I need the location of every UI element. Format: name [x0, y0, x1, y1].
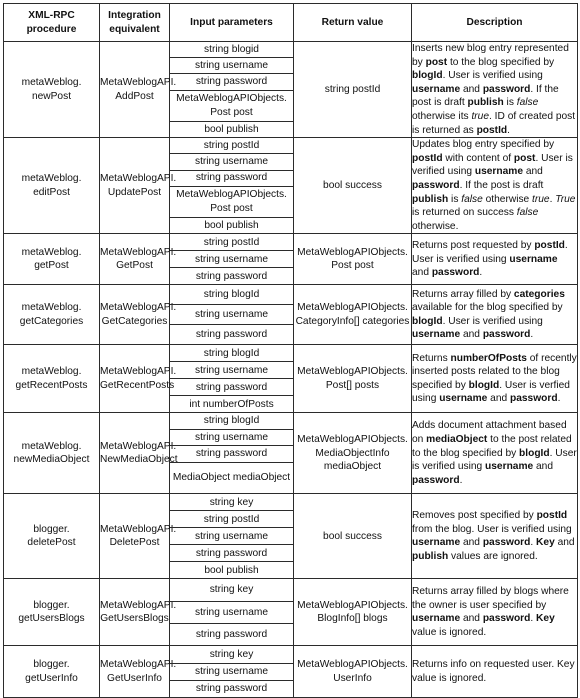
integration-line: GetPost: [116, 260, 153, 272]
param-list: [170, 42, 293, 137]
description-text: . User is verfied using: [412, 379, 570, 405]
param-item: string username: [170, 663, 293, 680]
description-bold: blogId: [519, 447, 550, 459]
param-item: string password: [170, 170, 293, 186]
description-text: . User is verified using: [442, 70, 543, 82]
return-cell: [294, 494, 412, 579]
return-line: MetaWeblogAPIObjects.: [297, 246, 408, 258]
table-row: [4, 138, 578, 234]
description-bold: password: [482, 329, 531, 341]
param-item: MetaWeblogAPIObjects. Post post: [170, 90, 293, 121]
description-bold: postId: [536, 510, 568, 522]
integration-cell: [100, 285, 177, 345]
return-cell: [294, 42, 412, 138]
description-text: and: [487, 393, 510, 405]
description-text: from the blog. User is verified using: [412, 523, 572, 535]
procedure-line: getUserInfo: [25, 672, 78, 684]
return-line: MetaWeblogAPIObjects.: [297, 599, 408, 611]
description-text: Returns array filled by: [412, 288, 514, 300]
description-cell: [412, 42, 578, 138]
param-item: int numberOfPosts: [170, 395, 293, 412]
description-bold: post: [425, 56, 448, 68]
params-cell: [170, 285, 294, 345]
procedure-cell: [4, 494, 100, 579]
integration-line: MetaWeblogAPI.: [100, 440, 177, 452]
procedure-cell: [4, 138, 100, 234]
return-line: mediaObject: [323, 461, 382, 473]
param-item: bool publish: [170, 217, 293, 233]
param-item: bool publish: [170, 121, 293, 137]
description-text: to the post related to the blog specified by: [412, 433, 572, 459]
return-cell: [294, 234, 412, 285]
params-cell: [170, 494, 294, 579]
header-return: Return value: [294, 4, 412, 42]
description-bold: mediaObject: [426, 433, 488, 445]
description-bold: postId: [476, 124, 508, 136]
description-text: values are ignored.: [448, 550, 538, 562]
return-line: UserInfo: [333, 672, 372, 684]
param-list: [170, 285, 293, 344]
description-bold: password: [412, 179, 460, 191]
return-line: MetaWeblogAPIObjects.: [297, 433, 408, 445]
integration-line: MetaWeblogAPI.: [100, 302, 177, 314]
table-row: [4, 413, 578, 494]
description-text: otherwise.: [412, 220, 459, 232]
param-item: string key: [209, 648, 254, 660]
procedure-cell: [4, 646, 100, 698]
integration-cell: [100, 413, 178, 494]
integration-line: NewMediaObject: [100, 454, 178, 466]
params-cell: [170, 646, 294, 698]
description-bold: username: [485, 461, 534, 473]
description-text: .: [507, 124, 510, 136]
description-text: and: [533, 461, 554, 473]
description-italic: true: [471, 110, 490, 122]
description-italic: false: [516, 97, 539, 109]
description-text: and: [460, 613, 483, 625]
param-list: [170, 579, 293, 645]
description-bold: password: [482, 537, 531, 549]
params-cell: [170, 579, 294, 646]
description-text: is: [503, 97, 517, 109]
integration-line: MetaWeblogAPI.: [100, 76, 177, 88]
integration-cell: [100, 234, 177, 285]
description-text: Updates blog entry specified by: [412, 139, 555, 151]
description-text: . User is verified using: [412, 447, 577, 473]
procedure-cell: [4, 285, 100, 345]
description-bold: password: [431, 267, 480, 279]
return-line: BlogInfo[] blogs: [317, 613, 388, 625]
param-item: bool publish: [170, 561, 293, 578]
integration-line: MetaWeblogAPI.: [100, 173, 177, 185]
description-bold: postId: [534, 239, 565, 251]
param-item: string username: [170, 57, 293, 73]
description-bold: username: [412, 329, 461, 341]
description-cell: [412, 579, 578, 646]
description-text: . If the post is draft: [412, 83, 559, 109]
description-bold: username: [439, 393, 488, 405]
description-text: Removes post specified by: [412, 510, 537, 522]
integration-line: GetCategories: [101, 315, 168, 327]
procedure-cell: [4, 42, 100, 138]
description-bold: username: [474, 166, 523, 178]
description-bold: Key: [536, 537, 555, 549]
param-item: string blogid: [204, 43, 259, 55]
description-cell: [412, 646, 578, 698]
param-item: MetaWeblogAPIObjects. Post post: [170, 186, 293, 217]
param-item: string username: [170, 429, 293, 445]
description-text: Inserts new blog entry represented by: [412, 43, 569, 68]
description-text: to the blog specified by: [447, 56, 555, 68]
description-text: and: [460, 83, 483, 95]
description-bold: blogId: [468, 379, 500, 391]
return-cell: [294, 285, 412, 345]
integration-line: MetaWeblogAPI.: [100, 523, 177, 535]
description-cell: [412, 345, 578, 413]
integration-cell: [100, 138, 177, 234]
header-procedure: XML-RPC procedure: [4, 4, 100, 42]
description-text: otherwise: [482, 193, 533, 205]
param-item: string key: [209, 496, 254, 508]
param-list: [170, 646, 293, 697]
param-item: string username: [170, 250, 293, 267]
return-cell: [294, 579, 412, 646]
description-bold: publish: [412, 193, 449, 205]
description-text: . If the post is draft: [459, 179, 544, 191]
params-cell: [170, 413, 294, 494]
table-row: [4, 285, 578, 345]
procedure-line: metaWeblog.: [21, 440, 82, 452]
integration-line: GetUsersBlogs: [100, 613, 169, 625]
procedure-cell: [4, 413, 100, 494]
param-list: [170, 234, 293, 284]
params-cell: [170, 234, 294, 285]
description-bold: password: [482, 613, 531, 625]
return-line: Post[] posts: [325, 379, 380, 391]
description-bold: publish: [412, 550, 449, 562]
description-bold: postId: [412, 152, 443, 164]
procedure-line: blogger.: [33, 599, 70, 611]
procedure-line: getCategories: [19, 315, 84, 327]
description-text: is returned on success: [412, 207, 517, 219]
description-text: Returns: [412, 352, 451, 364]
description-text: Returns post requested by: [412, 239, 535, 251]
description-text: . User is verified using: [412, 152, 573, 178]
description-bold: password: [510, 393, 558, 405]
table-row: [4, 345, 578, 413]
description-text: Returns array filled by blogs where the owner is user specified by: [412, 586, 569, 611]
param-item: string password: [170, 324, 293, 344]
table-row: [4, 646, 578, 698]
return-cell: [294, 138, 412, 234]
procedure-line: getRecentPosts: [15, 379, 88, 391]
description-italic: True: [555, 193, 576, 205]
procedure-line: editPost: [33, 186, 70, 198]
return-line: bool success: [323, 530, 382, 542]
description-bold: categories: [513, 288, 565, 300]
description-text: .: [530, 537, 537, 549]
description-cell: [412, 494, 578, 579]
param-item: string password: [170, 445, 293, 461]
procedure-line: blogger.: [33, 523, 70, 535]
description-text: .: [530, 613, 537, 625]
description-text: Returns info on requested user. Key value is ignored.: [412, 659, 575, 684]
integration-cell: [100, 42, 177, 138]
integration-cell: [100, 345, 177, 413]
procedure-line: getPost: [34, 260, 69, 272]
procedure-line: metaWeblog.: [21, 366, 82, 378]
description-text: Adds document attachment based on: [412, 420, 567, 445]
params-cell: [170, 345, 294, 413]
integration-line: MetaWeblogAPI.: [100, 659, 177, 671]
description-text: available for the blog specified by: [412, 302, 563, 314]
integration-line: MetaWeblogAPI.: [100, 599, 177, 611]
table-row: [4, 494, 578, 579]
description-text: . User is verified using: [442, 315, 543, 327]
param-list: [170, 345, 293, 412]
param-item: string blogId: [203, 289, 260, 301]
description-bold: password: [482, 83, 531, 95]
api-mapping-table: [3, 3, 578, 698]
description-bold: username: [509, 253, 558, 265]
description-text: . ID of created post is returned as: [412, 110, 576, 136]
procedure-line: getUsersBlogs: [18, 613, 85, 625]
param-item: string blogId: [203, 415, 260, 427]
description-italic: false: [461, 193, 483, 205]
header-description: Description: [412, 4, 578, 42]
param-list: [170, 413, 293, 493]
param-item: string password: [170, 378, 293, 395]
description-text: with content of: [442, 152, 514, 164]
param-item: string password: [170, 267, 293, 284]
param-item: string password: [170, 73, 293, 89]
param-item: MediaObject mediaObject: [170, 462, 293, 494]
procedure-line: newPost: [31, 90, 72, 102]
procedure-line: metaWeblog.: [21, 76, 82, 88]
header-row: [4, 4, 578, 42]
return-line: MetaWeblogAPIObjects.: [297, 366, 408, 378]
header-params: Input parameters: [170, 4, 294, 42]
description-text: .: [549, 193, 556, 205]
return-line: string postId: [324, 83, 381, 95]
description-text: and: [523, 166, 543, 178]
description-bold: publish: [467, 97, 504, 109]
param-item: string username: [170, 361, 293, 378]
description-text: . User is verified using: [412, 239, 568, 265]
description-text: is: [448, 193, 462, 205]
integration-line: GetRecentPosts: [100, 379, 175, 391]
param-item: string password: [170, 680, 293, 697]
description-cell: [412, 285, 578, 345]
integration-cell: [100, 646, 177, 698]
description-text: of recently inserted posts related to the blog specified by: [412, 352, 577, 391]
param-list: [170, 138, 293, 233]
description-bold: Key: [536, 613, 555, 625]
description-italic: true: [532, 193, 550, 205]
return-line: CategoryInfo[] categories: [295, 315, 410, 327]
table-body: [4, 42, 578, 698]
param-item: string postId: [203, 236, 260, 248]
param-item: string password: [170, 544, 293, 561]
param-item: string username: [170, 601, 293, 623]
description-italic: false: [516, 207, 539, 219]
description-cell: [412, 138, 578, 234]
param-item: string password: [170, 623, 293, 645]
return-cell: [294, 345, 412, 413]
procedure-line: blogger.: [33, 659, 70, 671]
description-text: and: [460, 537, 483, 549]
description-cell: [412, 413, 578, 494]
description-text: .: [459, 474, 463, 486]
param-item: string username: [170, 153, 293, 169]
header-integration: Integration equivalent: [100, 4, 170, 42]
return-line: Post post: [331, 260, 374, 272]
return-cell: [294, 413, 412, 494]
return-line: MetaWeblogAPIObjects.: [297, 659, 408, 671]
description-text: .: [530, 329, 534, 341]
description-text: otherwise its: [412, 110, 472, 122]
description-text: value is ignored.: [412, 626, 487, 638]
description-text: .: [479, 267, 483, 279]
description-text: and: [412, 267, 432, 279]
description-bold: username: [412, 83, 461, 95]
procedure-line: deletePost: [27, 537, 76, 549]
procedure-cell: [4, 345, 100, 413]
description-bold: password: [412, 474, 460, 486]
integration-line: GetUserInfo: [107, 672, 162, 684]
param-item: string username: [170, 304, 293, 324]
return-line: MetaWeblogAPIObjects.: [297, 302, 408, 314]
integration-line: AddPost: [115, 90, 154, 102]
param-item: string username: [170, 527, 293, 544]
description-bold: username: [412, 613, 461, 625]
description-bold: blogId: [412, 70, 443, 82]
description-bold: post: [513, 152, 536, 164]
description-bold: numberOfPosts: [450, 352, 527, 364]
integration-line: MetaWeblogAPI.: [100, 366, 177, 378]
description-cell: [412, 234, 578, 285]
description-bold: username: [412, 537, 461, 549]
param-item: string key: [209, 584, 254, 596]
return-cell: [294, 646, 412, 698]
params-cell: [170, 42, 294, 138]
return-line: MediaObjectInfo: [315, 447, 390, 459]
param-item: string postId: [203, 139, 260, 151]
procedure-line: metaWeblog.: [21, 246, 82, 258]
integration-line: DeletePost: [109, 537, 160, 549]
procedure-line: metaWeblog.: [21, 302, 82, 314]
table-row: [4, 234, 578, 285]
integration-line: MetaWeblogAPI.: [100, 246, 177, 258]
table-row: [4, 42, 578, 138]
procedure-cell: [4, 234, 100, 285]
description-text: .: [557, 393, 561, 405]
description-text: and: [460, 329, 483, 341]
description-bold: blogId: [412, 315, 443, 327]
integration-cell: [100, 494, 177, 579]
param-item: string postId: [170, 510, 293, 527]
procedure-line: metaWeblog.: [21, 173, 82, 185]
procedure-line: newMediaObject: [13, 454, 90, 466]
return-line: bool success: [323, 179, 382, 191]
params-cell: [170, 138, 294, 234]
param-item: string blogId: [203, 347, 260, 359]
description-text: and: [554, 537, 575, 549]
param-list: [170, 494, 293, 578]
integration-line: UpdatePost: [107, 186, 162, 198]
integration-cell: [100, 579, 177, 646]
table-row: [4, 579, 578, 646]
procedure-cell: [4, 579, 100, 646]
